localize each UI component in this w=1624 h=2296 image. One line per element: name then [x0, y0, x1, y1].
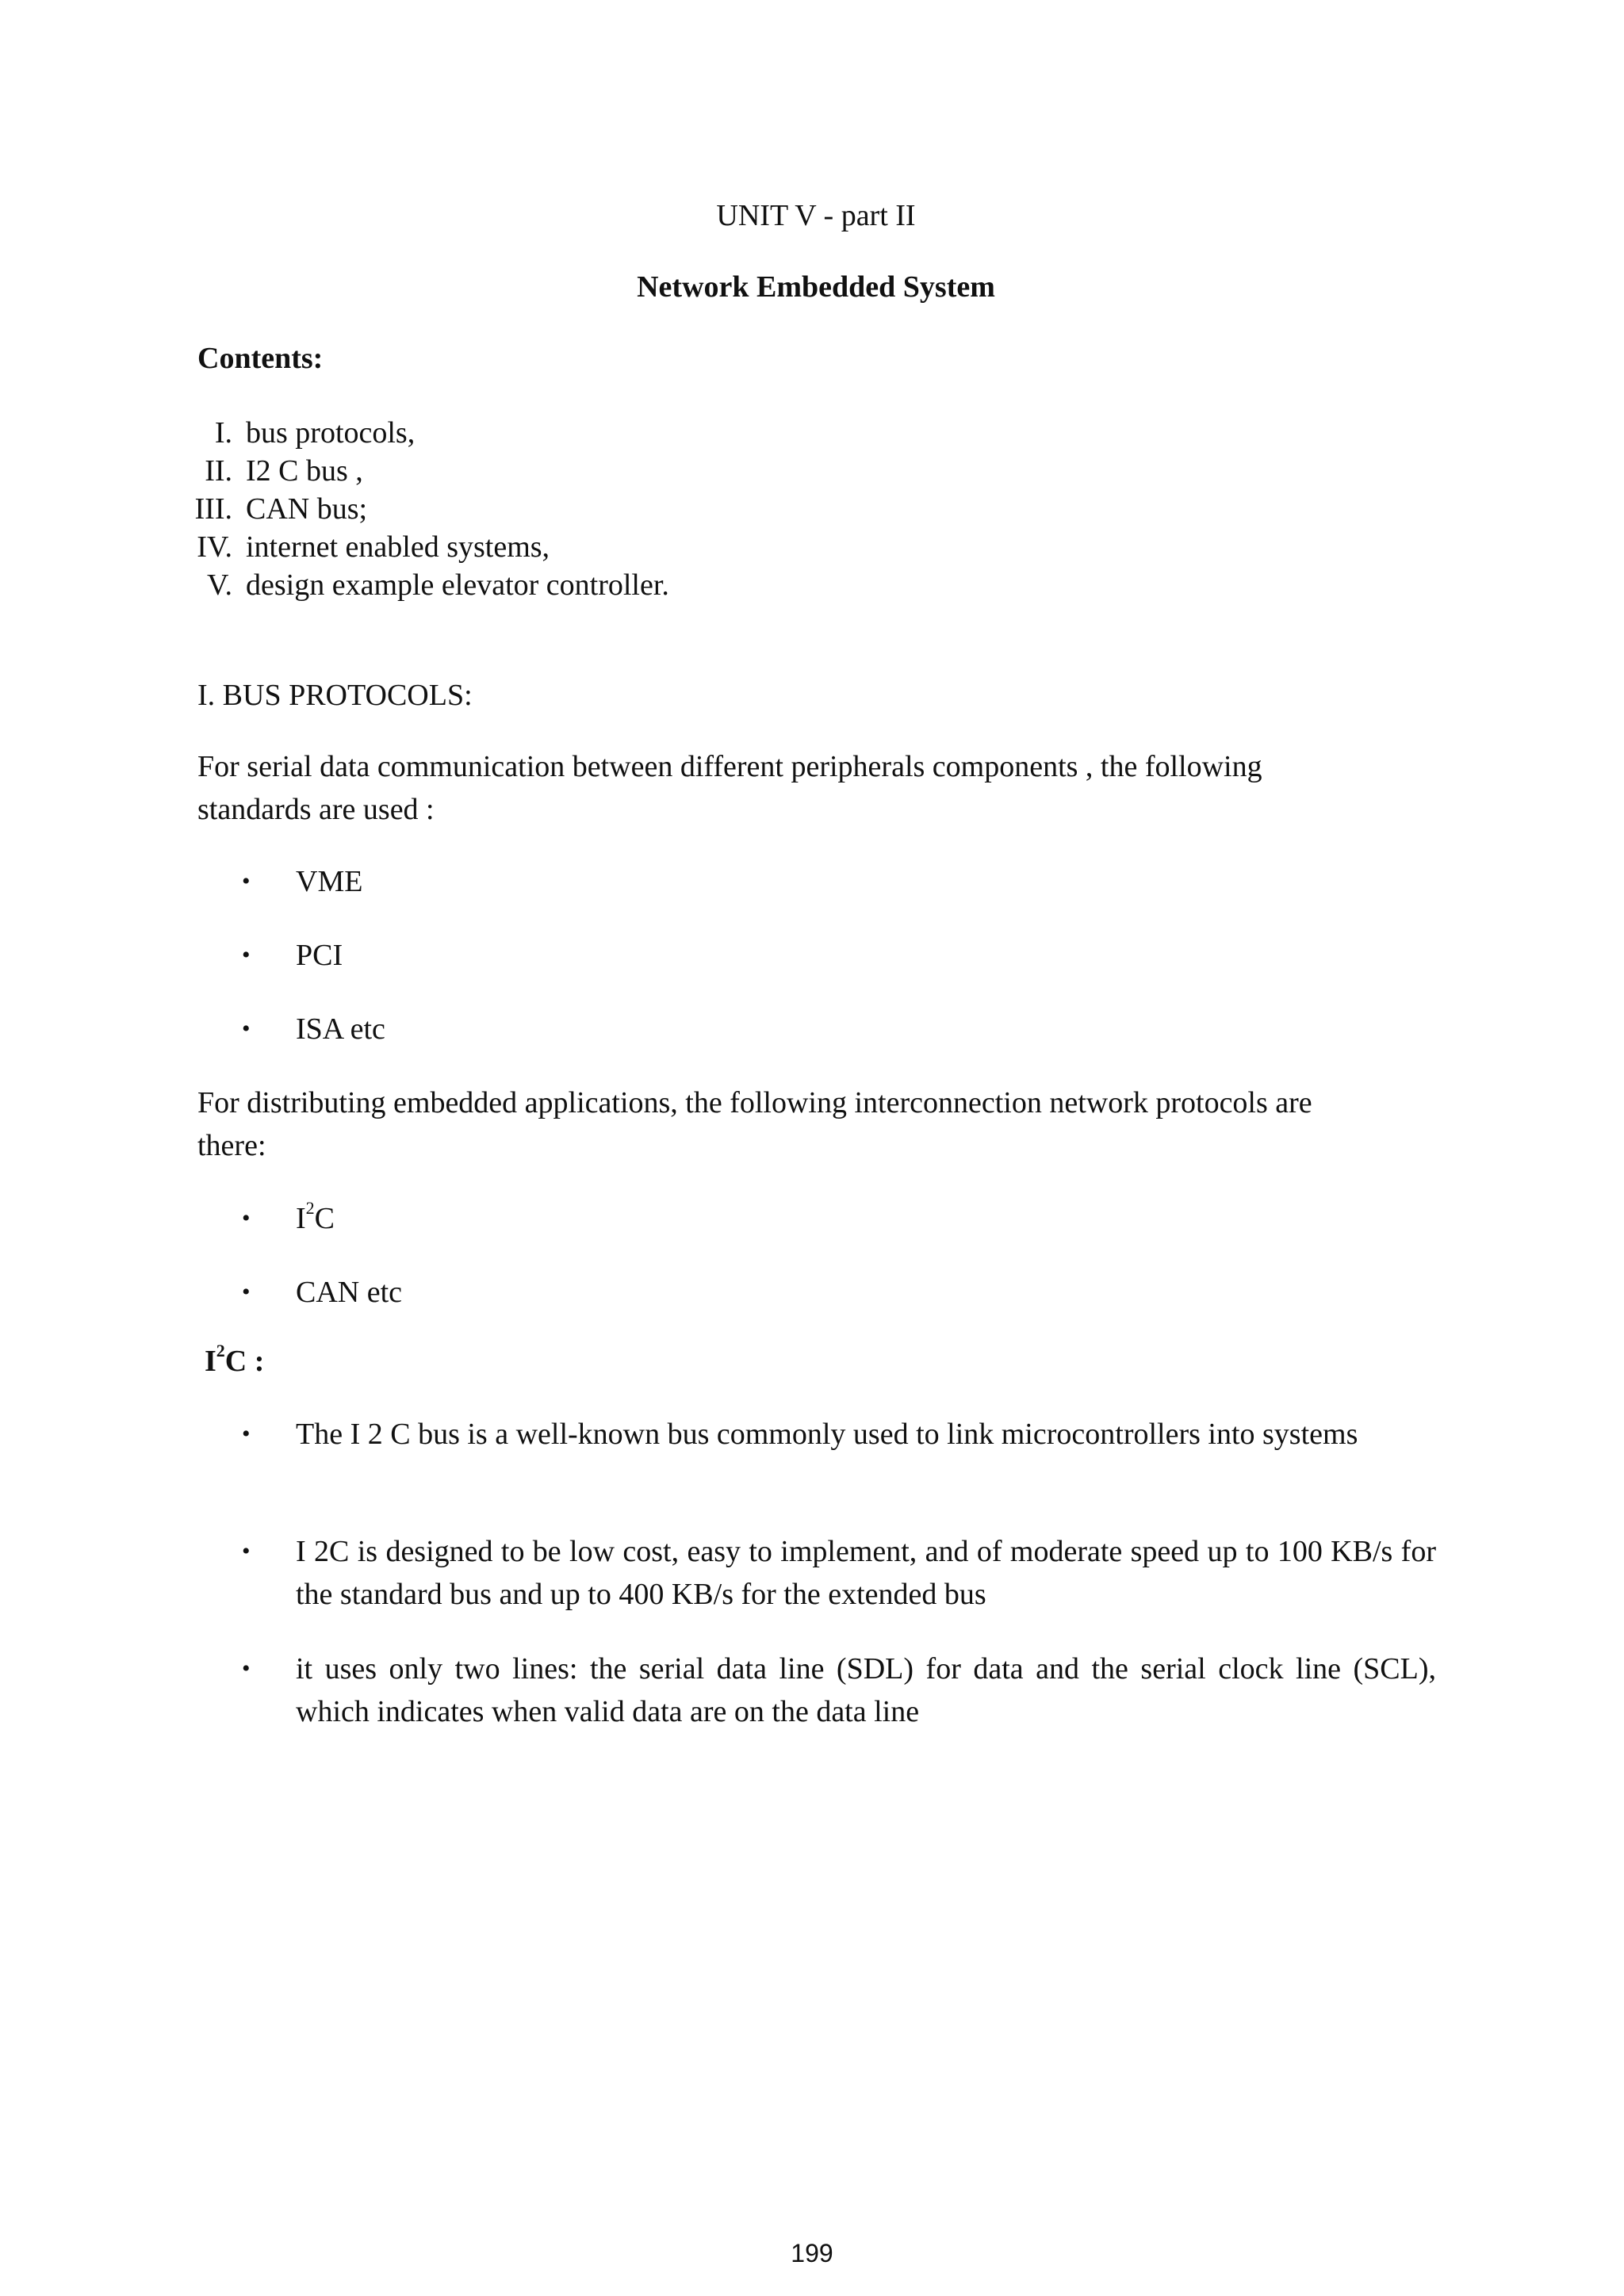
contents-item	[159, 452, 1507, 490]
unit-title: UNIT V - part II	[716, 199, 916, 232]
contents-numeral: I.	[214, 416, 232, 450]
list-item-text: I 2C is designed to be low cost, easy to implement, and of moderate speed up to 100 KB/s for the standard bus and up to 400 KB/s for the extended bus	[296, 1535, 1436, 1611]
list-item-text: $I^2C$	[296, 1198, 335, 1235]
bullet-icon: •	[242, 1205, 251, 1231]
contents-item	[159, 528, 1507, 566]
contents-text: CAN bus;	[246, 492, 368, 526]
bullet-icon: •	[242, 1279, 251, 1305]
section-heading-bus-protocols: I. BUS PROTOCOLS:	[197, 679, 473, 712]
bullet-icon: •	[242, 1421, 251, 1447]
list-item-text: ISA etc	[296, 1012, 385, 1046]
bullet-icon: •	[242, 1016, 251, 1042]
network-intro-line: there:	[197, 1129, 266, 1162]
list-item-standard	[242, 1008, 385, 1050]
list-item-i2c-point	[242, 1413, 1436, 1456]
list-item-network-protocol	[242, 1271, 402, 1314]
list-item-standard	[242, 860, 362, 903]
contents-item	[159, 490, 1507, 528]
list-item-text: VME	[296, 865, 363, 898]
contents-numeral: IV.	[197, 530, 232, 564]
bullet-icon: •	[242, 1655, 251, 1682]
list-item-text: it uses only two lines: the serial data line (SDL) for data and the serial clock line (SCL), which indicates when valid data are on the data line	[296, 1652, 1436, 1728]
contents-item	[159, 414, 1507, 452]
list-item-text: The I 2 C bus is a well-known bus commonly used to link microcontrollers into systems	[296, 1418, 1358, 1451]
contents-item	[159, 566, 1507, 604]
bus-intro-paragraph	[197, 745, 1434, 831]
section-heading-i2c: $I^2C$ :	[205, 1341, 265, 1378]
contents-text: I2 C bus ,	[246, 454, 363, 488]
list-item-i2c-point	[242, 1647, 1436, 1733]
contents-text: design example elevator controller.	[246, 568, 669, 602]
network-intro-paragraph	[197, 1081, 1434, 1167]
contents-list	[159, 414, 1507, 604]
bullet-icon: •	[242, 942, 251, 968]
page-title: Network Embedded System	[637, 270, 995, 304]
contents-text: internet enabled systems,	[246, 530, 550, 564]
bus-intro-line: For serial data communication between different peripherals components , the following	[197, 750, 1262, 783]
list-item-i2c-point	[242, 1530, 1436, 1616]
list-item-standard	[242, 934, 343, 977]
contents-numeral: II.	[205, 454, 232, 488]
list-item-network-protocol	[242, 1197, 335, 1240]
contents-numeral: V.	[206, 568, 232, 602]
contents-text: bus protocols,	[246, 416, 416, 450]
contents-label: Contents:	[197, 342, 324, 375]
bullet-icon: •	[242, 868, 251, 894]
list-item-text: CAN etc	[296, 1276, 403, 1309]
bus-intro-line: standards are used :	[197, 793, 435, 826]
page-number: 199	[791, 2239, 833, 2267]
bullet-icon: •	[242, 1538, 251, 1564]
network-intro-line: For distributing embedded applications, the following interconnection network protocols are	[197, 1086, 1312, 1119]
contents-numeral: III.	[194, 492, 232, 526]
list-item-text: PCI	[296, 939, 343, 972]
